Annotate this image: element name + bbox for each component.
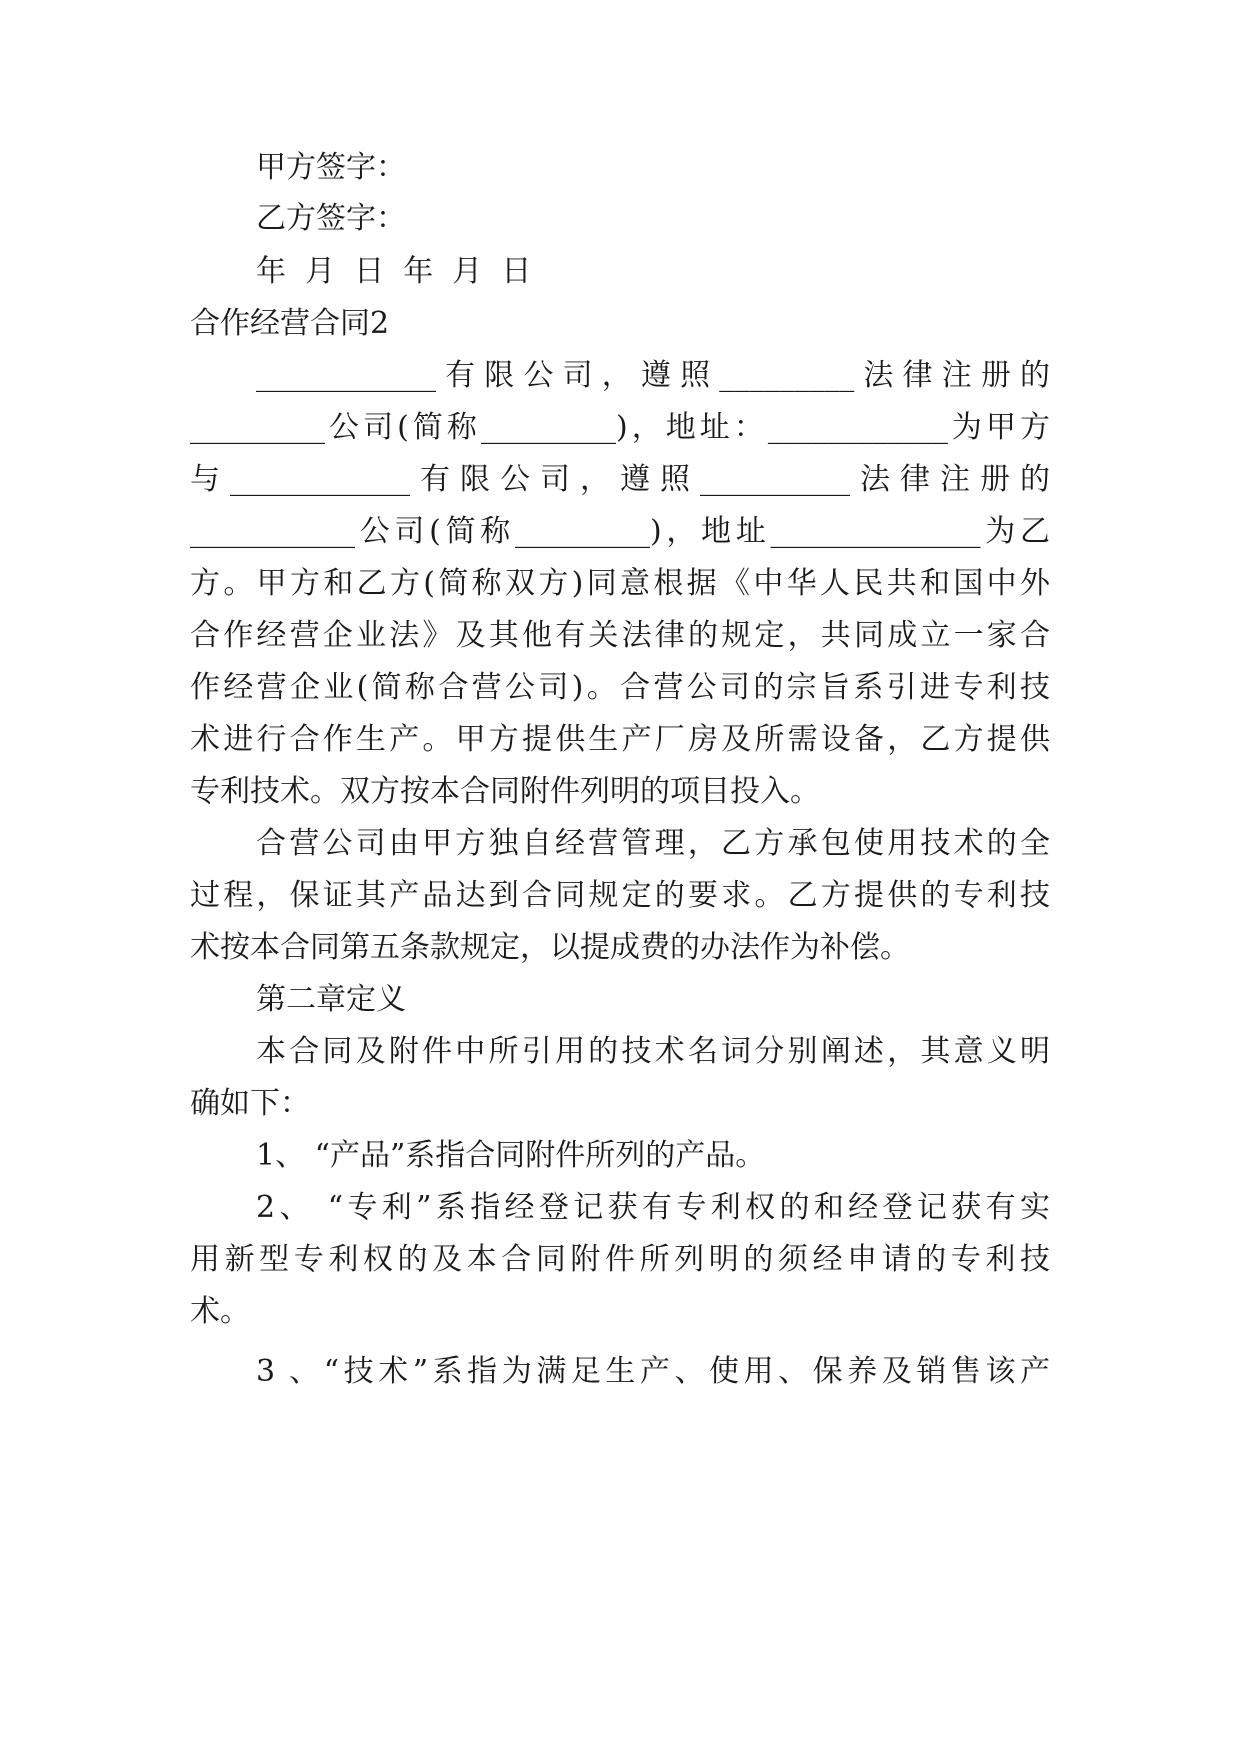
date-line: 年 月 日 年 月 日 — [256, 254, 532, 289]
paragraph-line: 术按本合同第五条款规定，以提成费的办法作为补偿。 — [190, 930, 910, 965]
paragraph-line: 与____________有限公司，遵照__________法律注册的 — [190, 462, 1050, 497]
paragraph-line: 作经营企业(简称合营公司)。合营公司的宗旨系引进专利技 — [190, 670, 1050, 705]
paragraph-line: 合营公司由甲方独自经营管理，乙方承包使用技术的全 — [256, 826, 1050, 861]
document-page — [190, 0, 1050, 1754]
paragraph-line: 确如下： — [190, 1086, 310, 1121]
paragraph-line: ____________有限公司，遵照_________法律注册的 — [256, 358, 1050, 393]
paragraph-line: 术进行合作生产。甲方提供生产厂房及所需设备，乙方提供 — [190, 722, 1050, 757]
paragraph-line: 本合同及附件中所引用的技术名词分别阐述，其意义明 — [256, 1034, 1050, 1069]
paragraph-line: 用新型专利权的及本合同附件所列明的须经申请的专利技 — [190, 1242, 1050, 1277]
paragraph-line: 术。 — [190, 1294, 250, 1329]
party-a-signature-line: 甲方签字： — [256, 150, 406, 185]
paragraph-line: 合作经营企业法》及其他有关法律的规定，共同成立一家合 — [190, 618, 1050, 653]
definition-item: 3 、“技术”系指为满足生产、使用、保养及销售该产 — [256, 1354, 1050, 1389]
paragraph-line: 方。甲方和乙方(简称双方)同意根据《中华人民共和国中外 — [190, 566, 1050, 601]
paragraph-line: ___________公司(简称_________)，地址______________为乙 — [190, 514, 1050, 549]
section-title: 合作经营合同2 — [190, 306, 390, 341]
party-b-signature-line: 乙方签字： — [256, 201, 406, 236]
paragraph-line: _________公司(简称_________)，地址：____________为甲方 — [190, 410, 1050, 445]
definition-item: 2、 “专利”系指经登记获有专利权的和经登记获有实 — [256, 1190, 1050, 1225]
chapter-heading: 第二章定义 — [256, 982, 406, 1017]
paragraph-line: 专利技术。双方按本合同附件列明的项目投入。 — [190, 774, 820, 809]
paragraph-line: 过程，保证其产品达到合同规定的要求。乙方提供的专利技 — [190, 878, 1050, 913]
definition-item: 1、 “产品”系指合同附件所列的产品。 — [256, 1138, 766, 1173]
